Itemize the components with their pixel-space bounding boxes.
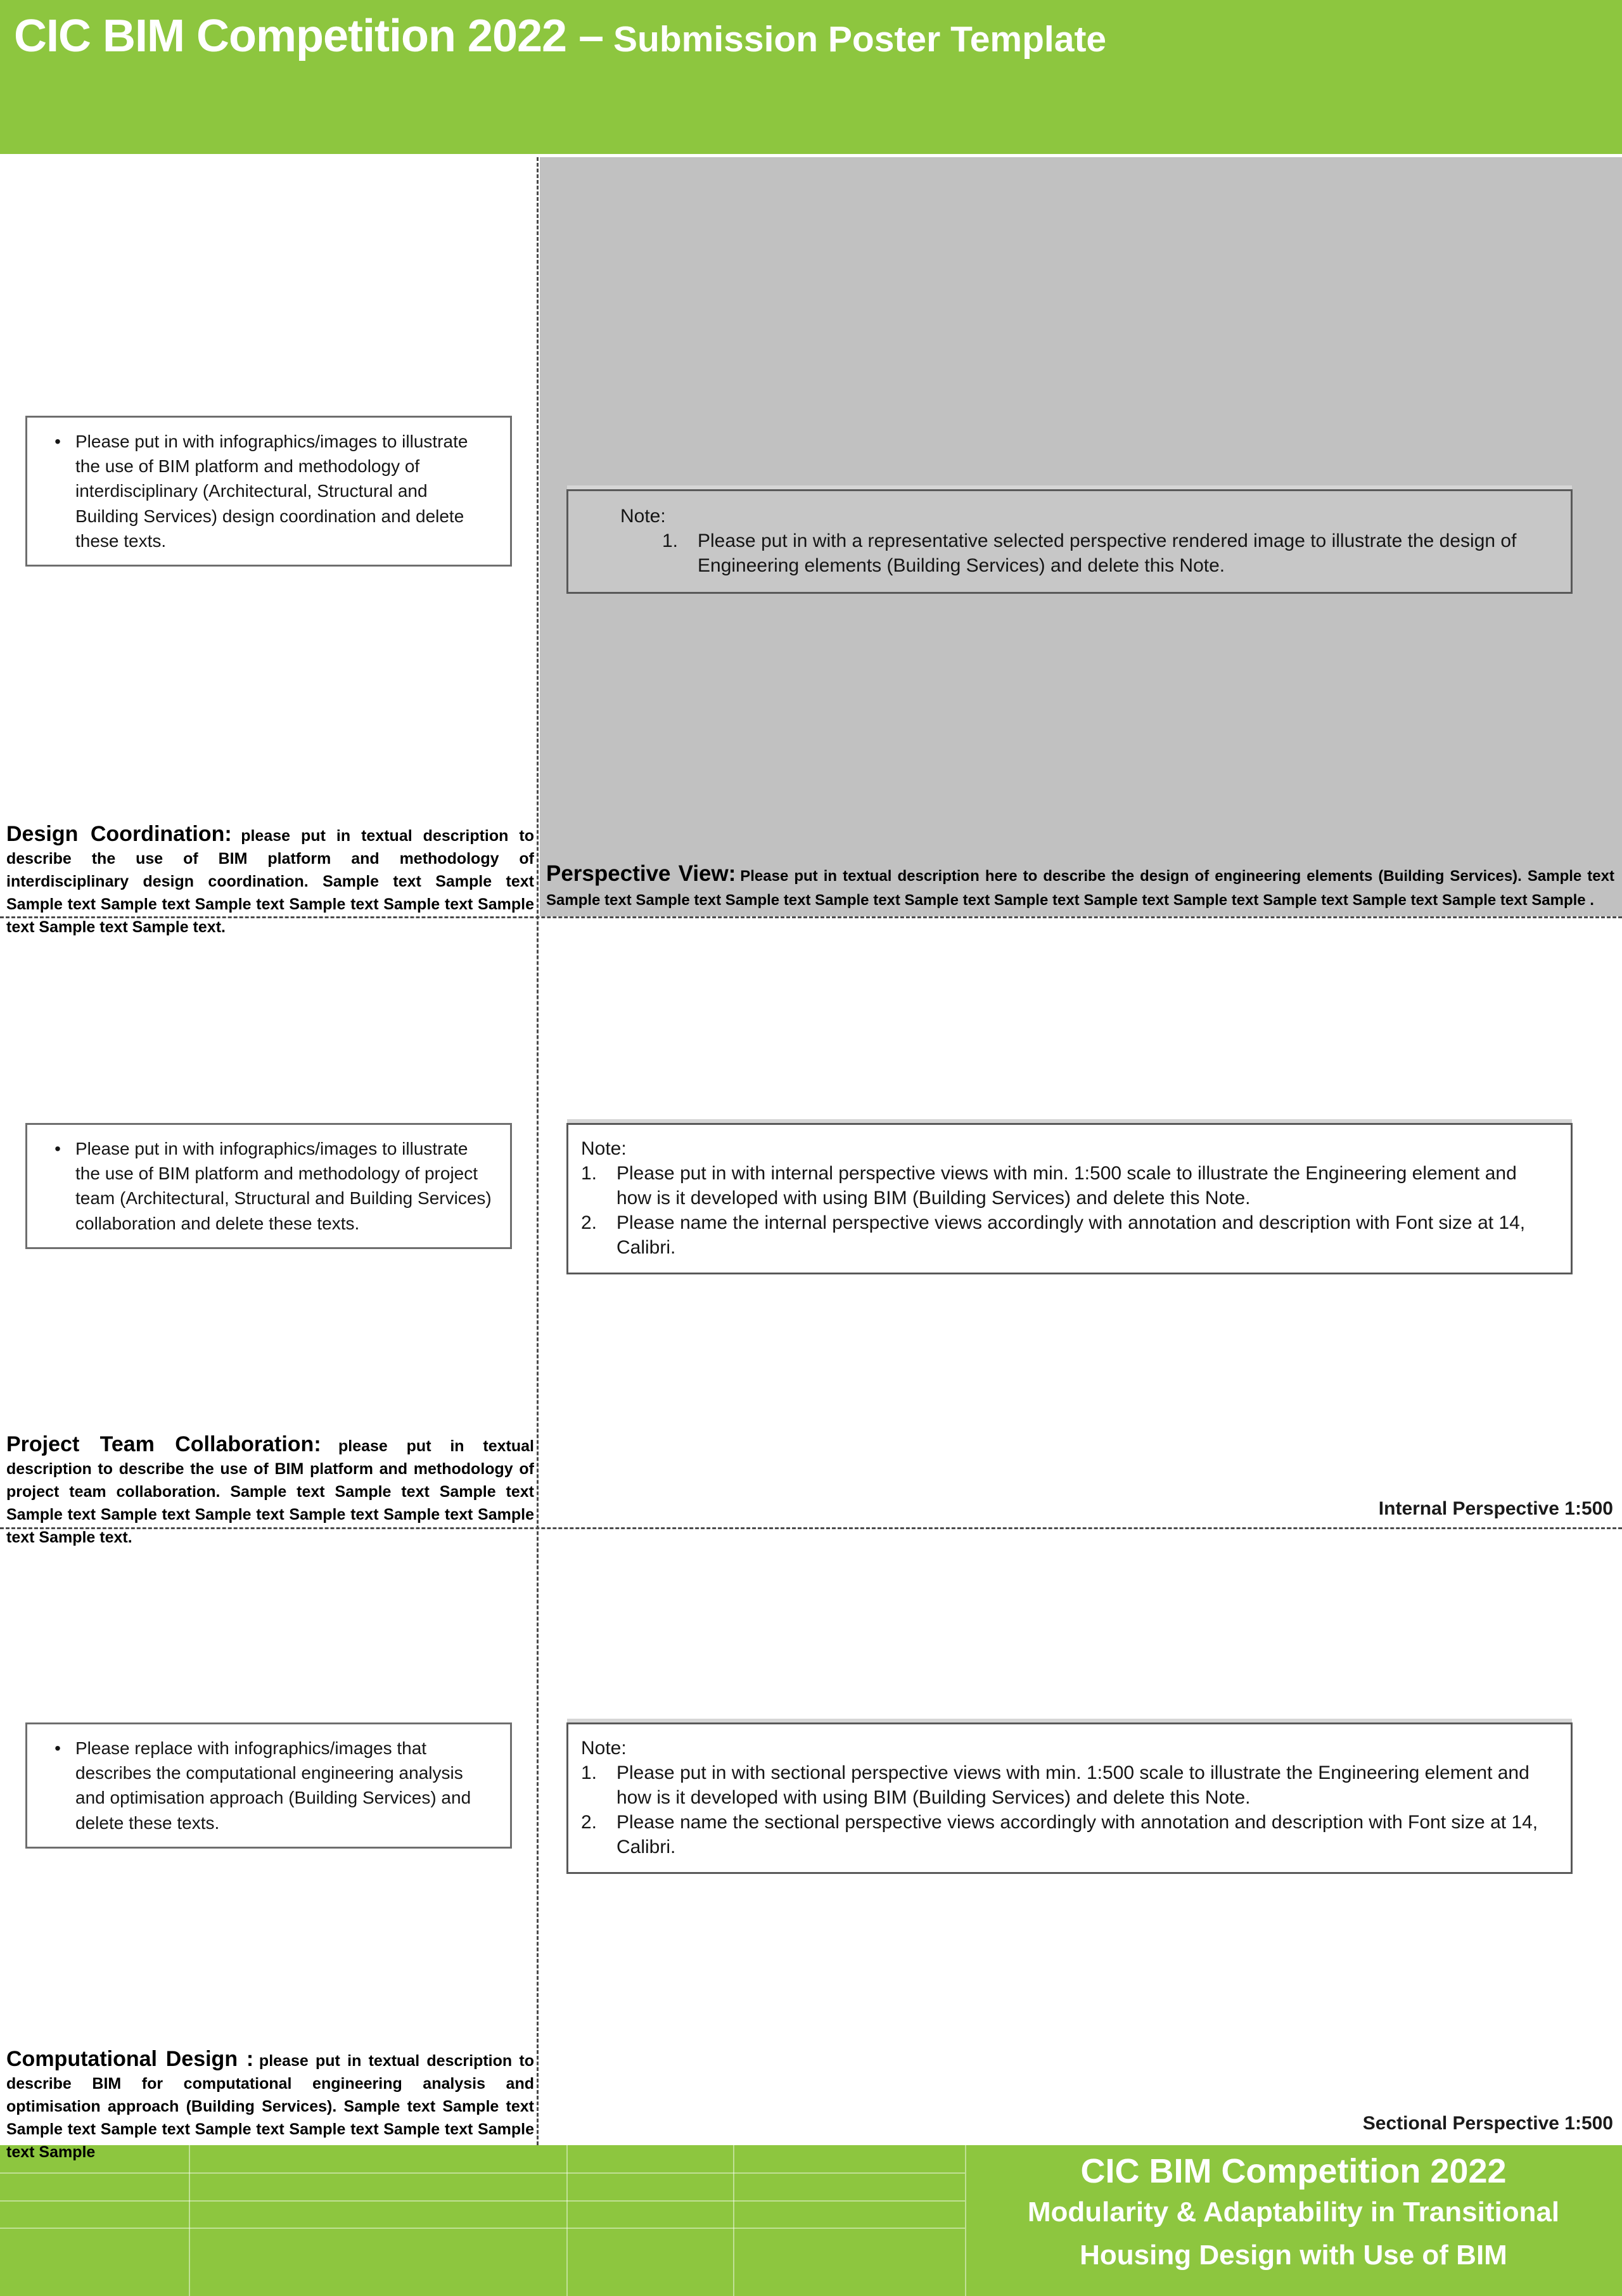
- perspective-note-box: [566, 489, 1573, 594]
- footer-grid-line-horizontal: [0, 2228, 965, 2229]
- note-item: [581, 1760, 1554, 1810]
- internal-perspective-note-box: [566, 1123, 1573, 1274]
- design-coordination-description: please put in textual description to describe the use of BIM platform and methodology of interdisciplinary design coordination. Sample text Sample text Sample text Sample text Sample text Sample text Sample text Sample text Sample text Sample text.: [6, 827, 534, 936]
- bullet-icon: •: [54, 1139, 61, 1158]
- note-item: [581, 1810, 1554, 1859]
- footer-grid-line-horizontal: [0, 2172, 965, 2174]
- note-item-text: Please name the internal perspective views accordingly with annotation and description with Font size at 14, Calibri.: [616, 1212, 1526, 1258]
- note-item: [581, 1161, 1554, 1210]
- bullet-text: Please put in with infographics/images to illustrate the use of BIM platform and methodology of interdisciplinary (Architectural, Structural and Building Services) design coordination and delete these texts.: [75, 432, 468, 551]
- bullet-icon: •: [54, 1738, 61, 1758]
- note-item-text: Please name the sectional perspective views accordingly with annotation and description with Font size at 14, Calibri.: [616, 1812, 1538, 1857]
- note-item-number: 2.: [581, 1812, 597, 1833]
- column-divider-dashed: [537, 157, 539, 2145]
- note-item-number: 1.: [581, 1163, 597, 1184]
- perspective-view-heading: Perspective View:: [546, 861, 736, 886]
- design-coordination-heading: Design Coordination:: [6, 822, 232, 846]
- note-item-text: Please put in with a representative selected perspective rendered image to illustrate the design of Engineering elements (Building Services) and delete this Note.: [698, 530, 1517, 576]
- bullet-text: Please put in with infographics/images to illustrate the use of BIM platform and methodology of project team (Architectural, Structural and Building Services) collaboration and delete these texts.: [75, 1139, 492, 1233]
- internal-perspective-label: Internal Perspective 1:500: [1378, 1498, 1613, 1519]
- footer-grid-line-vertical: [566, 2145, 568, 2296]
- footer-competition-title: CIC BIM Competition 2022: [1080, 2152, 1507, 2190]
- note-item-number: 2.: [581, 1212, 597, 1233]
- project-team-heading: Project Team Collaboration:: [6, 1432, 321, 1456]
- design-coordination-paragraph: [6, 824, 534, 940]
- footer-grid-line-vertical: [189, 2145, 190, 2296]
- note-item-number: 1.: [581, 1762, 597, 1783]
- footer-grid-line-horizontal: [0, 2200, 965, 2202]
- note-title: Note:: [581, 1738, 627, 1759]
- page-title: [14, 10, 1106, 62]
- bullet-item: [40, 429, 495, 553]
- computational-design-heading: Computational Design :: [6, 2047, 254, 2071]
- design-coordination-bullet-box: [25, 416, 512, 567]
- footer-bar: [0, 2145, 1622, 2296]
- bullet-icon: •: [54, 432, 61, 451]
- note-item-text: Please put in with sectional perspective views with min. 1:500 scale to illustrate the Engineering element and how is it developed with using BIM (Building Services) and delete this Note.: [616, 1762, 1529, 1808]
- project-team-paragraph: [6, 1434, 534, 1550]
- section-divider-2: [0, 1527, 1622, 1529]
- note-title: Note:: [581, 1138, 627, 1159]
- computational-design-bullet-box: [25, 1722, 512, 1849]
- project-team-bullet-box: [25, 1123, 512, 1249]
- computational-design-paragraph: [6, 2049, 534, 2165]
- bullet-item: [40, 1136, 495, 1236]
- note-item: [581, 1210, 1554, 1260]
- note-title: Note:: [620, 506, 666, 527]
- sectional-perspective-label: Sectional Perspective 1:500: [1362, 2113, 1613, 2134]
- bullet-text: Please replace with infographics/images that describes the computational engineering analysis and optimisation approach (Building Services) and delete these texts.: [75, 1738, 471, 1833]
- bullet-item: [40, 1736, 495, 1835]
- note-item-number: 1.: [662, 530, 679, 551]
- page-title-main: CIC BIM Competition 2022 –: [14, 11, 604, 61]
- computational-design-description: please put in textual description to describe BIM for computational engineering analysis and optimisation approach (Building Services). Sample text Sample text Sample text Sample text Sample text Sample text Sample text Sample text Sample: [6, 2052, 534, 2161]
- page-title-sub: Submission Poster Template: [603, 19, 1107, 60]
- section-divider-1: [0, 916, 1622, 918]
- footer-text-block: [965, 2145, 1622, 2296]
- footer-theme-line-2: Housing Design with Use of BIM: [1080, 2240, 1507, 2271]
- perspective-view-caption: [546, 863, 1614, 913]
- footer-theme-line-1: Modularity & Adaptability in Transitional: [1027, 2197, 1560, 2228]
- note-item-text: Please put in with internal perspective views with min. 1:500 scale to illustrate the Engineering element and how is it developed with using BIM (Building Services) and delete this Note.: [616, 1163, 1517, 1209]
- project-team-description: please put in textual description to describe the use of BIM platform and methodology of project team collaboration. Sample text Sample text Sample text Sample text Sample text Sample text Sample text Sample text Sample text Sample text.: [6, 1437, 534, 1546]
- header-bar: [0, 0, 1622, 154]
- sectional-perspective-note-box: [566, 1722, 1573, 1874]
- perspective-view-text: Please put in textual description here to describe the design of engineering elements (Building Services). Sample text Sample text Sample text Sample text Sample text Sample text Sample text Sample text Sample text Sample text Sample text Sample text Sample .: [546, 868, 1614, 909]
- footer-grid-line-vertical: [733, 2145, 734, 2296]
- note-item: [662, 529, 1552, 578]
